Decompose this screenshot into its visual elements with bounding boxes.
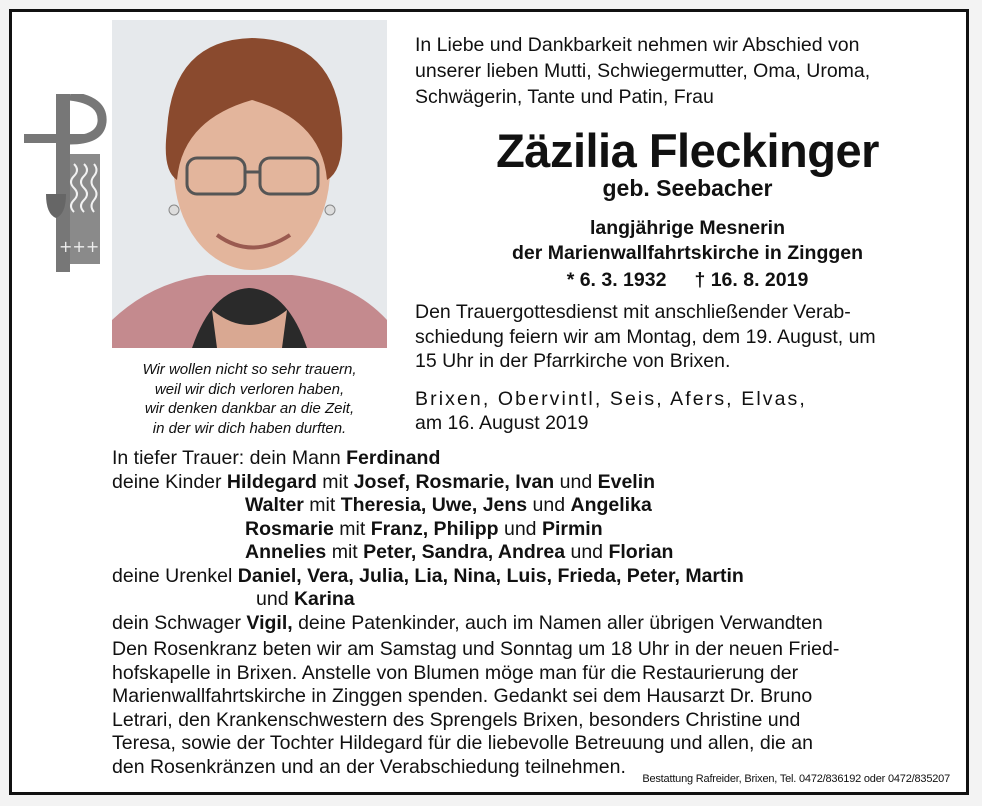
greatgrand-intro: deine Urenkel bbox=[112, 564, 238, 587]
child-family-last: Pirmin bbox=[541, 517, 603, 540]
motto-line: weil wir dich verloren haben, bbox=[154, 380, 345, 398]
intro-line: In Liebe und Dankbarkeit nehmen wir Abschied von bbox=[415, 34, 860, 56]
chi-rho-cross-icon bbox=[24, 94, 110, 274]
mourners-list bbox=[112, 447, 957, 635]
places-and-date bbox=[415, 387, 960, 435]
intro-text bbox=[415, 32, 960, 110]
brother-in-law-intro: dein Schwager bbox=[112, 611, 247, 634]
birth-name: geb. Seebacher bbox=[602, 175, 773, 201]
life-dates bbox=[415, 267, 960, 293]
rosary-and-thanks-text bbox=[112, 638, 957, 780]
child-name: Hildegard bbox=[226, 470, 317, 493]
husband-name: Ferdinand bbox=[346, 447, 441, 469]
connector: mit bbox=[316, 470, 354, 493]
child-family: Peter, Sandra, Andrea bbox=[363, 541, 566, 563]
greatgrand-names: Daniel, Vera, Julia, Lia, Nina, Luis, Frieda, Peter, Martin bbox=[237, 564, 744, 587]
rosary-line: Den Rosenkranz beten wir am Samstag und Sonntag um 18 Uhr in der neuen Fried- bbox=[112, 638, 840, 660]
child-row bbox=[112, 518, 957, 542]
rosary-line: Teresa, sowie der Tochter Hildegard für die liebevolle Betreuung und allen, die an bbox=[112, 732, 813, 755]
connector: und bbox=[565, 541, 609, 563]
child-family-last: Angelika bbox=[570, 494, 652, 516]
brother-in-law-row bbox=[112, 612, 957, 636]
service-line: schiedung feiern wir am Montag, dem 19. August, um bbox=[415, 325, 876, 348]
cross-glyphs: +++ bbox=[59, 237, 100, 256]
places-line: Brixen, Obervintl, Seis, Afers, Elvas, bbox=[415, 388, 807, 410]
greatgrandchildren-row-cont bbox=[112, 588, 957, 612]
motto-line: wir denken dankbar an die Zeit, bbox=[144, 400, 355, 417]
motto-line: in der wir dich haben durften. bbox=[152, 419, 347, 437]
child-name: Rosmarie bbox=[245, 517, 334, 540]
rosary-line: hofskapelle in Brixen. Anstelle von Blumen möge man für die Restaurierung der bbox=[112, 661, 799, 684]
child-family-last: Evelin bbox=[597, 470, 656, 493]
children-intro: deine Kinder bbox=[112, 470, 227, 493]
rosary-line: Letrari, den Krankenschwestern des Sprengels Brixen, besonders Christine und bbox=[112, 708, 801, 731]
connector: und bbox=[498, 517, 542, 540]
brother-in-law-name: Vigil, bbox=[246, 611, 293, 634]
husband-row bbox=[112, 447, 957, 471]
service-line: Den Trauergottesdienst mit anschließender Verab- bbox=[415, 301, 851, 323]
notice-date: am 16. August 2019 bbox=[415, 412, 589, 434]
connector: mit bbox=[326, 541, 364, 563]
rosary-line: Marienwallfahrtskirche in Zinggen spenden. Gedankt sei dem Hausarzt Dr. Bruno bbox=[112, 685, 813, 708]
relatives-text: deine Patenkinder, auch im Namen aller übrigen Verwandten bbox=[292, 611, 823, 634]
connector: mit bbox=[333, 517, 371, 540]
child-row bbox=[112, 541, 957, 565]
child-name: Annelies bbox=[245, 541, 327, 563]
portrait-photo bbox=[112, 20, 387, 348]
funeral-service-text bbox=[415, 300, 960, 374]
role-line: der Marienwallfahrtskirche in Zinggen bbox=[511, 242, 864, 264]
role-text bbox=[415, 216, 960, 266]
intro-line: Schwägerin, Tante und Patin, Frau bbox=[415, 86, 714, 108]
birth-date: * 6. 3. 1932 bbox=[566, 269, 667, 291]
connector: mit bbox=[303, 494, 341, 516]
death-date: † 16. 8. 2019 bbox=[694, 269, 809, 291]
child-family: Josef, Rosmarie, Ivan bbox=[353, 470, 555, 493]
connector: und bbox=[527, 494, 571, 516]
greatgrandchildren-row bbox=[112, 565, 957, 589]
greatgrand-last: Karina bbox=[293, 588, 355, 610]
child-family-last: Florian bbox=[608, 541, 674, 563]
rosary-line: den Rosenkränzen und an der Verabschiedung teilnehmen. bbox=[112, 755, 626, 778]
memorial-motto bbox=[112, 360, 387, 438]
funeral-home-footer: Bestattung Rafreider, Brixen, Tel. 0472/836192 oder 0472/835207 bbox=[642, 773, 950, 785]
connector: und bbox=[554, 470, 598, 493]
obituary-notice bbox=[9, 9, 969, 795]
husband-intro: In tiefer Trauer: dein Mann bbox=[112, 447, 347, 469]
child-row bbox=[112, 494, 957, 518]
child-row bbox=[112, 471, 957, 495]
child-family: Theresia, Uwe, Jens bbox=[340, 494, 528, 516]
child-name: Walter bbox=[245, 494, 304, 516]
intro-line: unserer lieben Mutti, Schwiegermutter, Oma, Uroma, bbox=[415, 60, 871, 82]
role-line: langjährige Mesnerin bbox=[589, 217, 786, 239]
child-family: Franz, Philipp bbox=[370, 517, 499, 540]
connector: und bbox=[256, 588, 294, 610]
deceased-name: Zäzilia Fleckinger bbox=[496, 124, 879, 177]
motto-line: Wir wollen nicht so sehr trauern, bbox=[142, 361, 357, 378]
service-line: 15 Uhr in der Pfarrkirche von Brixen. bbox=[415, 350, 731, 372]
